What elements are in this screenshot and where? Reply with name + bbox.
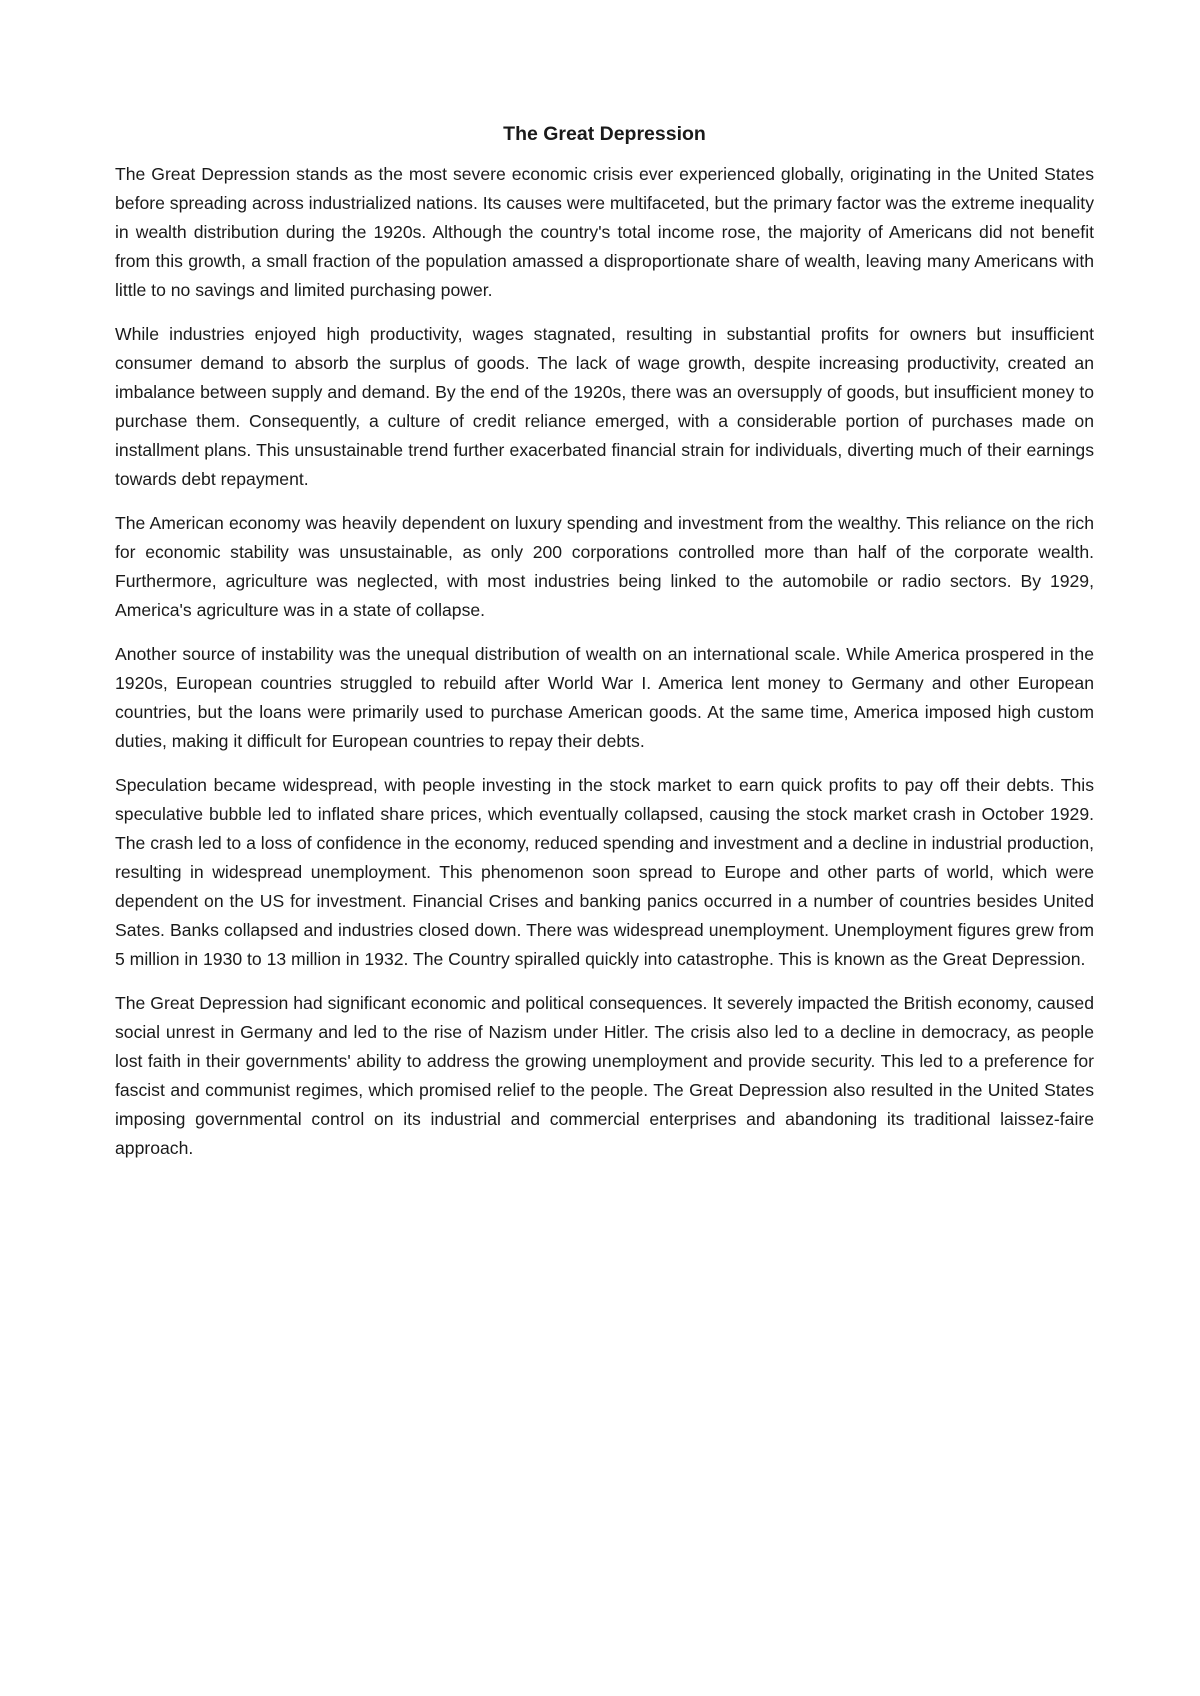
document-title: The Great Depression xyxy=(503,123,706,145)
paragraph-6: The Great Depression had significant economic and political consequences. It severely impacted the British economy, caused social unrest in Germany and led to the rise of Nazism under Hitler. The crisis also led to a decline in democracy, as people lost faith in their governments' ability to address the growing unemployment and provide security. This led to a preference for fascist and communist regimes, which promised relief to the people. The Great Depression also resulted in the United States imposing governmental control on its industrial and commercial enterprises and abandoning its traditional laissez-faire approach. xyxy=(115,993,1094,1158)
paragraph-4: Another source of instability was the unequal distribution of wealth on an international scale. While America prospered in the 1920s, European countries struggled to rebuild after World War I. America lent money to Germany and other European countries, but the loans were primarily used to purchase American goods. At the same time, America imposed high custom duties, making it difficult for European countries to repay their debts. xyxy=(115,644,1094,751)
paragraph-5: Speculation became widespread, with people investing in the stock market to earn quick profits to pay off their debts. This speculative bubble led to inflated share prices, which eventually collapsed, causing the stock market crash in October 1929. The crash led to a loss of confidence in the economy, reduced spending and investment and a decline in industrial production, resulting in widespread unemployment. This phenomenon soon spread to Europe and other parts of world, which were dependent on the US for investment. Financial Crises and banking panics occurred in a number of countries besides United Sates. Banks collapsed and industries closed down. There was widespread unemployment. Unemployment figures grew from 5 million in 1930 to 13 million in 1932. The Country spiralled quickly into catastrophe. This is known as the Great Depression. xyxy=(115,775,1094,969)
paragraph-2: While industries enjoyed high productivity, wages stagnated, resulting in substantial profits for owners but insufficient consumer demand to absorb the surplus of goods. The lack of wage growth, despite increasing productivity, created an imbalance between supply and demand. By the end of the 1920s, there was an oversupply of goods, but insufficient money to purchase them. Consequently, a culture of credit reliance emerged, with a considerable portion of purchases made on installment plans. This unsustainable trend further exacerbated financial strain for individuals, diverting much of their earnings towards debt repayment. xyxy=(115,324,1094,489)
document-body xyxy=(115,120,1094,1178)
paragraph-1: The Great Depression stands as the most severe economic crisis ever experienced globally, originating in the United States before spreading across industrialized nations. Its causes were multifaceted, but the primary factor was the extreme inequality in wealth distribution during the 1920s. Although the country's total income rose, the majority of Americans did not benefit from this growth, a small fraction of the population amassed a disproportionate share of wealth, leaving many Americans with little to no savings and limited purchasing power. xyxy=(115,164,1094,300)
paragraph-3: The American economy was heavily dependent on luxury spending and investment from the wealthy. This reliance on the rich for economic stability was unsustainable, as only 200 corporations controlled more than half of the corporate wealth. Furthermore, agriculture was neglected, with most industries being linked to the automobile or radio sectors. By 1929, America's agriculture was in a state of collapse. xyxy=(115,513,1094,620)
